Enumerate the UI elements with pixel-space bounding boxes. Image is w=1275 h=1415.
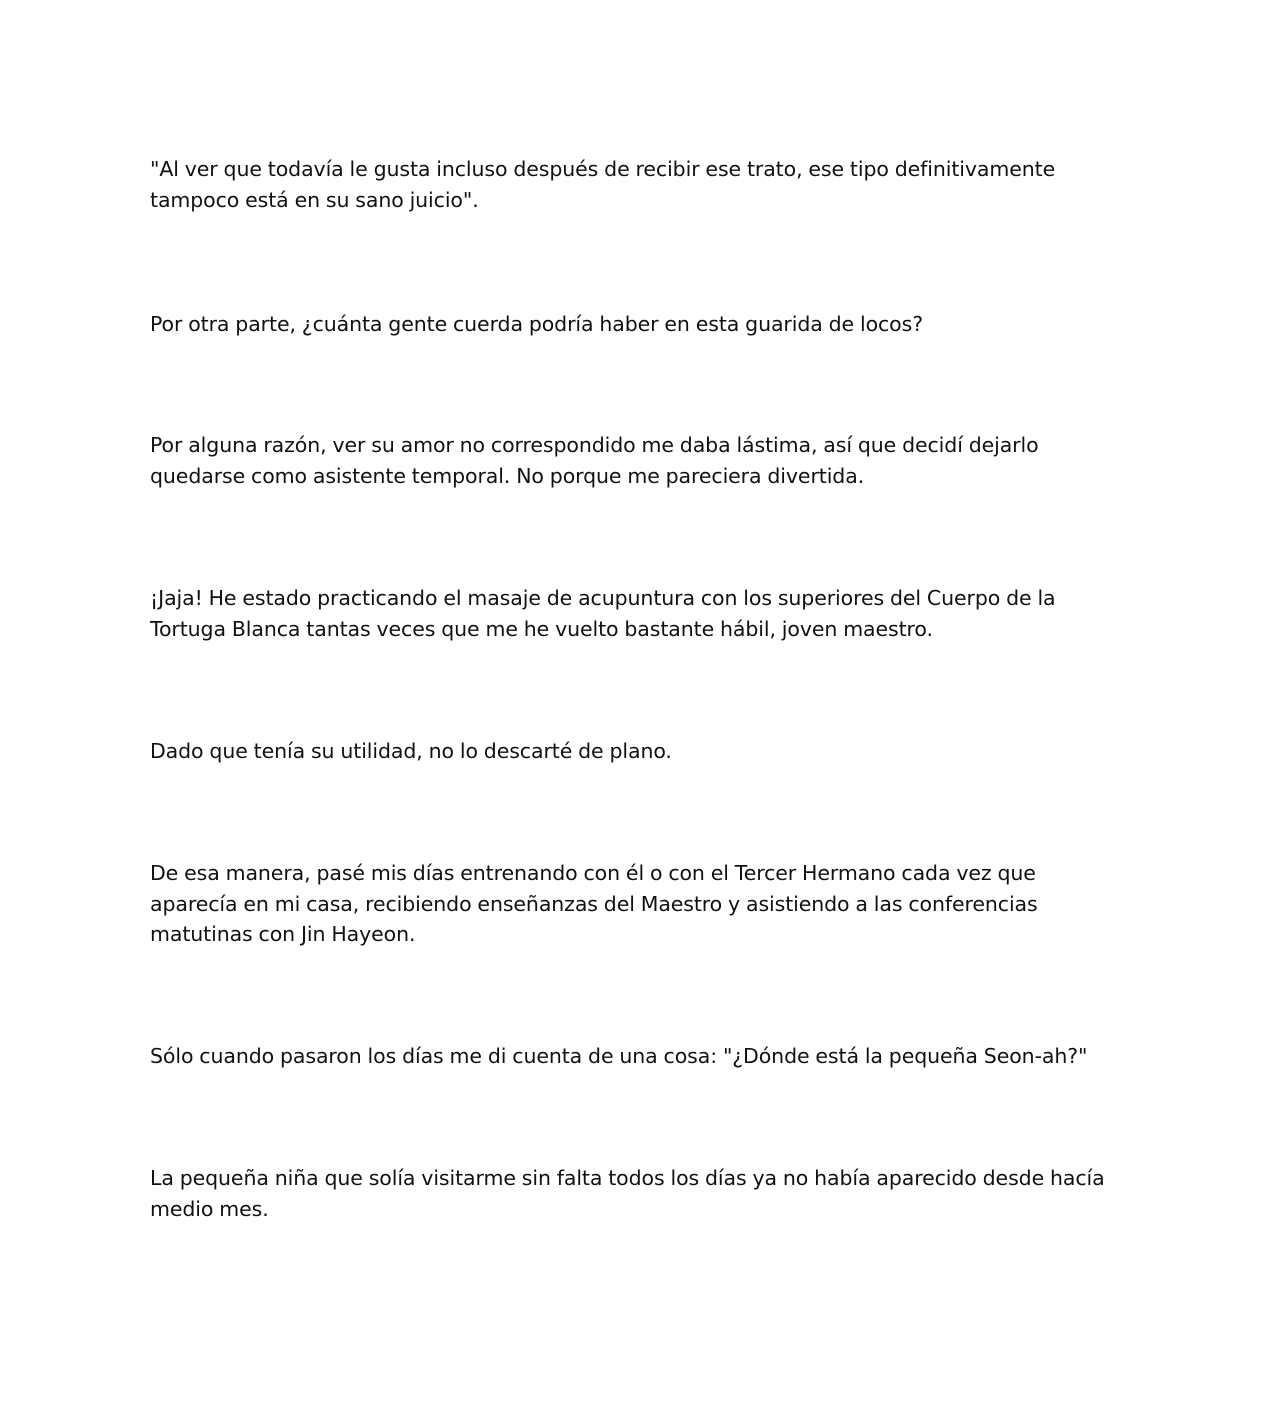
text-line: Tortuga Blanca tantas veces que me he vuelto bastante hábil, joven maestro. (150, 616, 933, 641)
paragraph (150, 430, 1125, 491)
text-line: Por otra parte, ¿cuánta gente cuerda podría haber en esta guarida de locos? (150, 312, 923, 336)
text-line: matutinas con Jin Hayeon. (150, 922, 416, 946)
text-line: aparecía en mi casa, recibiendo enseñanzas del Maestro y asistiendo a las conferencias (150, 891, 1038, 916)
paragraph (150, 583, 1125, 644)
text-line: La pequeña niña que solía visitarme sin falta todos los días ya no había aparecido desde hacía (150, 1166, 1105, 1190)
text-line: quedarse como asistente temporal. No porque me pareciera divertida. (150, 463, 865, 488)
text-line: Sólo cuando pasaron los días me di cuenta de una cosa: "¿Dónde está la pequeña Seon-ah?" (150, 1044, 1088, 1068)
paragraph (150, 1163, 1125, 1224)
text-line: tampoco está en su sano juicio". (150, 187, 479, 212)
paragraph (150, 858, 1125, 950)
text-line: De esa manera, pasé mis días entrenando con él o con el Tercer Hermano cada vez que (150, 861, 1036, 885)
paragraph (150, 736, 1125, 767)
text-line: Por alguna razón, ver su amor no correspondido me daba lástima, así que decidí dejarlo (150, 433, 1039, 457)
text-line: Dado que tenía su utilidad, no lo descarté de plano. (150, 739, 672, 763)
paragraph (150, 309, 1125, 340)
paragraph (150, 1041, 1125, 1072)
text-line: medio mes. (150, 1196, 269, 1221)
text-line: ¡Jaja! He estado practicando el masaje de acupuntura con los superiores del Cuerpo de la (150, 586, 1056, 610)
text-line: "Al ver que todavía le gusta incluso después de recibir ese trato, ese tipo definitivamente (150, 157, 1056, 181)
paragraph (150, 154, 1125, 215)
